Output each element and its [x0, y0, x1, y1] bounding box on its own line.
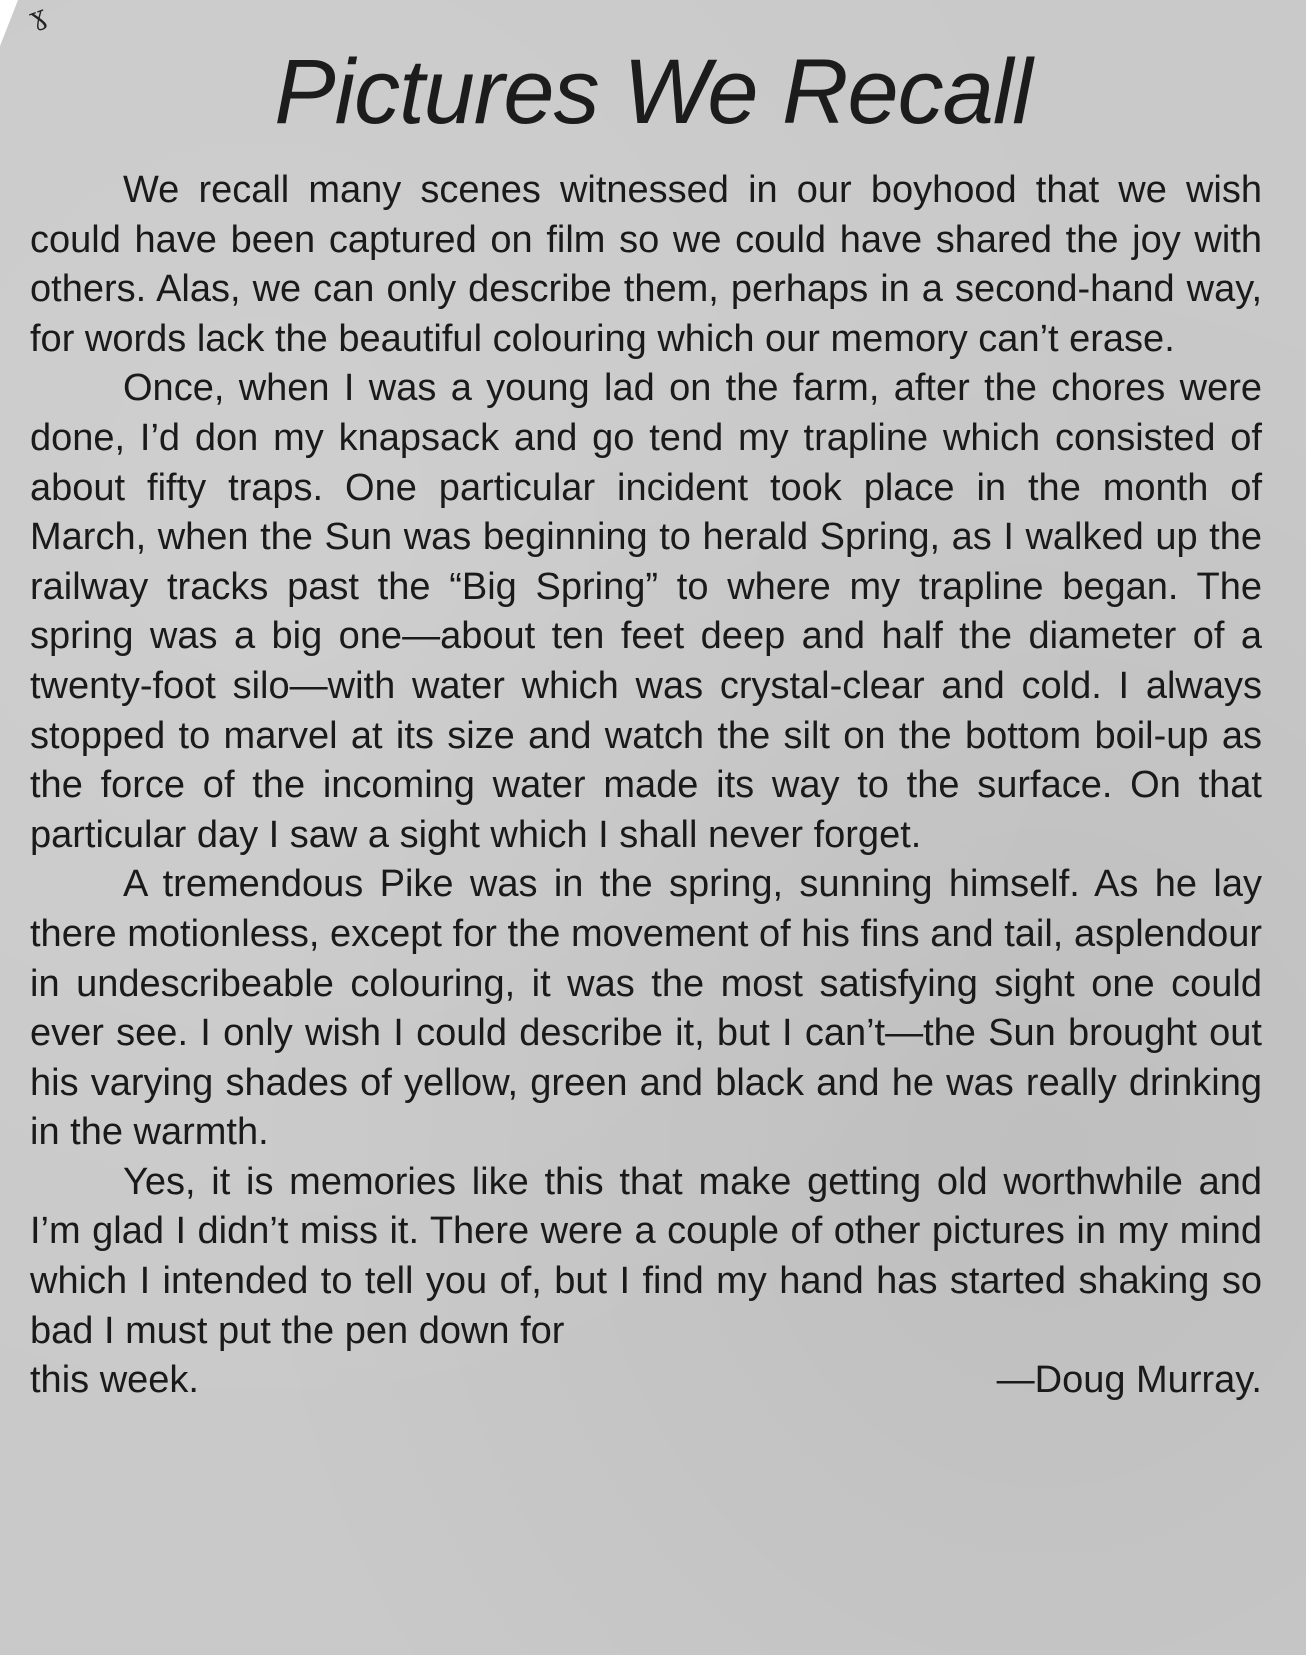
closing-line	[30, 1356, 1262, 1406]
article-title: Pictures We Recall	[274, 41, 1032, 143]
author-signature: —Doug Murray.	[996, 1359, 1262, 1402]
paragraph-2: Once, when I was a young lad on the farm, after the chores were done, I’d don my knapsack and go tend my trapline which consisted of about fifty traps. One particular incident took place in the month of March, when the Sun was beginning to herald Spring, as I walked up the railway tracks past the “Big Spring” to where my trapline began. The spring was a big one—about ten feet deep and half the diameter of a twenty-foot silo—with water which was crystal-clear and cold. I always stopped to marvel at its size and watch the silt on the bottom boil-up as the force of the incoming water made its way to the surface. On that particular day I saw a sight which I shall never forget.	[30, 367, 1262, 856]
article-body	[30, 166, 1262, 1406]
closing-words: this week.	[30, 1359, 199, 1402]
paragraph-3: A tremendous Pike was in the spring, sunning himself. As he lay there motionless, except for the movement of his fins and tail, asplendour in undescribeable colouring, it was the most satisfying sight one could ever see. I only wish I could describe it, but I can’t—the Sun brought out his varying shades of yellow, green and black and he was really drinking in the warmth.	[30, 863, 1262, 1154]
torn-corner	[0, 0, 18, 46]
pencil-mark: ɣ	[25, 0, 51, 34]
paragraph-4: Yes, it is memories like this that make getting old worthwhile and I’m glad I didn’t miss it. There were a couple of other pictures in my mind which I intended to tell you of, but I find my hand has started shaking so bad I must put the pen down for	[30, 1160, 1262, 1352]
paragraph-1: We recall many scenes witnessed in our boyhood that we wish could have been captured on film so we could have shared the joy with others. Alas, we can only describe them, perhaps in a second-hand way, for words lack the beautiful colouring which our memory can’t erase.	[30, 169, 1262, 360]
